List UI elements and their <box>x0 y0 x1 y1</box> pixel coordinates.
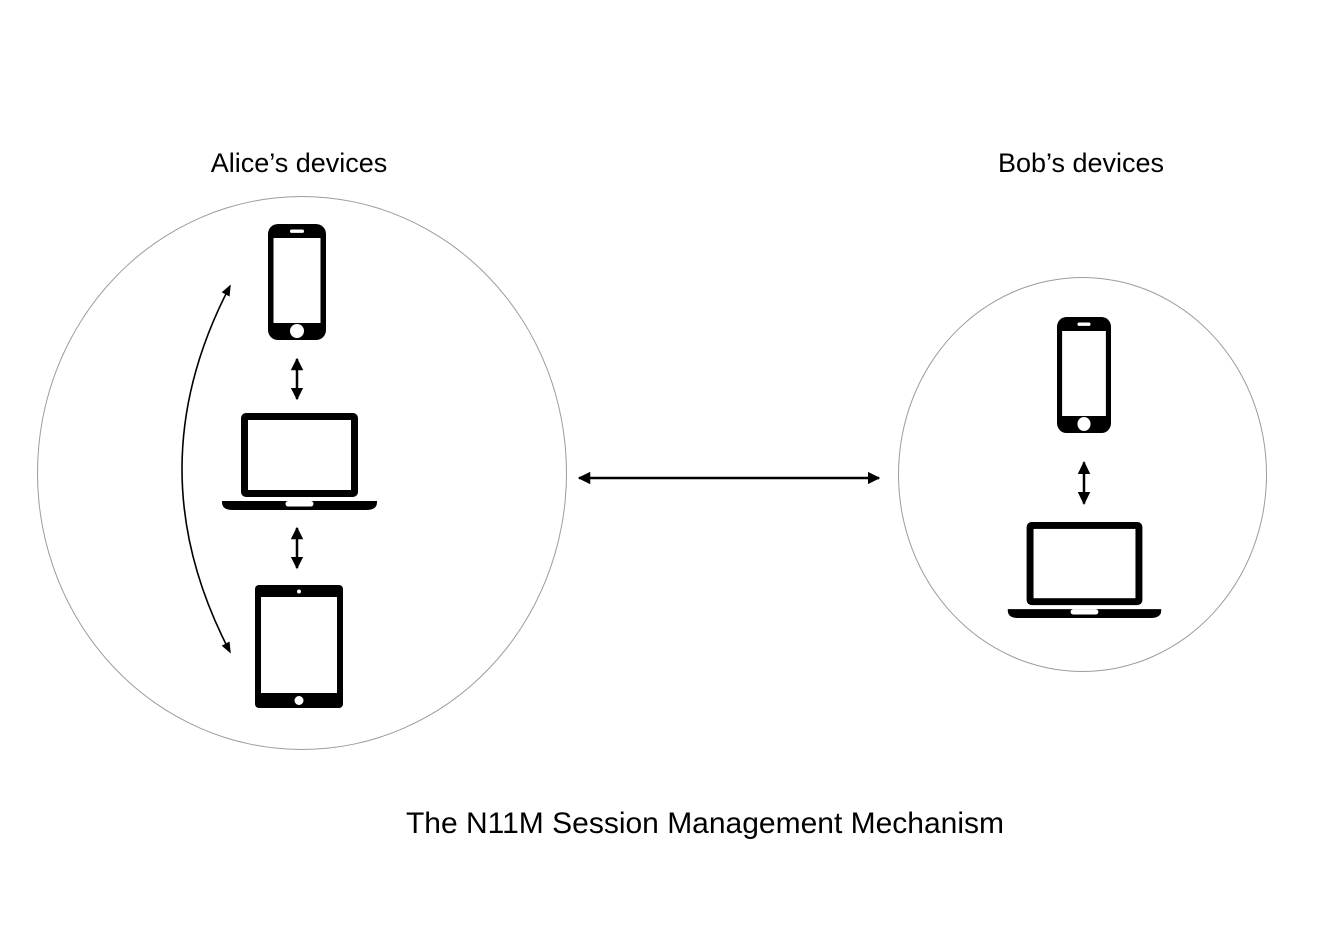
bob-laptop-icon <box>1005 522 1164 618</box>
arrow-alice-phone-tablet-curved <box>120 268 250 668</box>
arrow-bob-phone-laptop <box>1076 452 1092 514</box>
bob-group-label: Bob’s devices <box>997 148 1165 178</box>
arrow-alice-bob-groups <box>570 466 888 490</box>
alice-smartphone-icon <box>268 224 326 340</box>
diagram-caption: The N11M Session Management Mechanism <box>405 807 1005 840</box>
alice-tablet-icon <box>255 585 343 708</box>
arrow-alice-phone-laptop <box>289 349 305 409</box>
arrow-alice-laptop-tablet <box>289 518 305 578</box>
alice-group-label: Alice’s devices <box>210 148 388 178</box>
bob-smartphone-icon <box>1057 317 1111 433</box>
